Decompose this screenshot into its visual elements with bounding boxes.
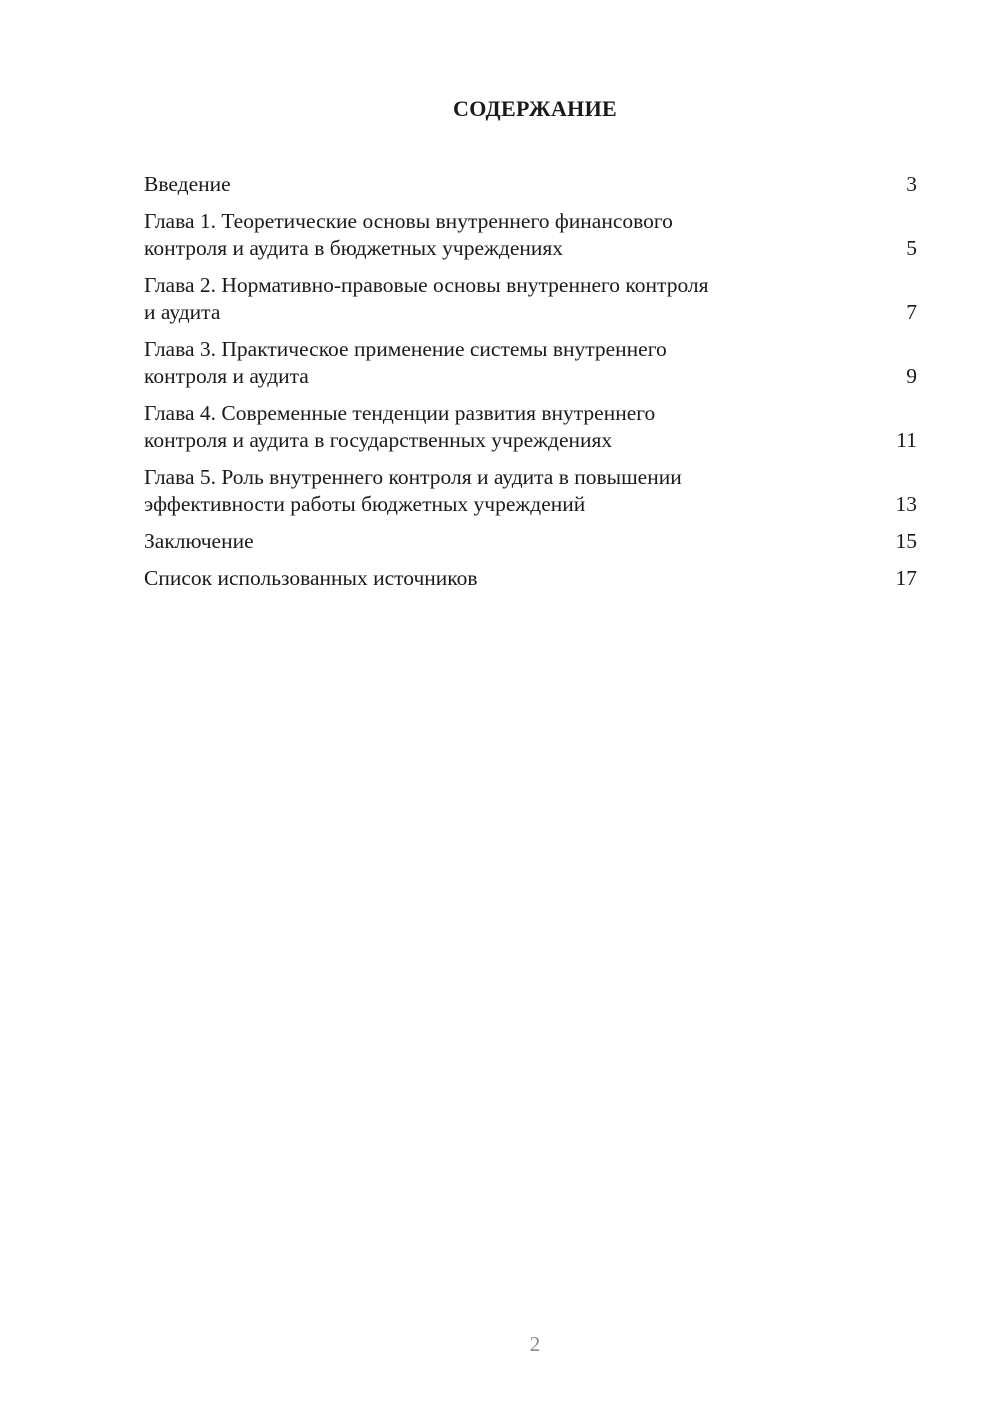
toc-entry-chapter-1	[144, 208, 920, 262]
toc-entry-page: 5	[906, 236, 917, 260]
toc-entry-introduction	[144, 171, 920, 198]
toc-entry-text: Заключение	[144, 529, 254, 553]
toc-entry-text: Введение	[144, 172, 231, 196]
toc-entry-chapter-2	[144, 272, 920, 326]
toc-entry-page: 17	[895, 566, 917, 590]
toc-entry-conclusion	[144, 528, 920, 555]
toc-entry-page: 15	[895, 529, 917, 553]
page-number: 2	[529, 1332, 541, 1356]
toc-entry-text: Глава 5. Роль внутреннего контроля и аудита в повышении эффективности работы бюджетных учреждений	[144, 465, 682, 516]
toc-entry-page: 13	[895, 492, 917, 516]
toc-entry-page: 3	[906, 172, 917, 196]
toc-entry-chapter-3	[144, 336, 920, 390]
toc-entry-page: 9	[906, 364, 917, 388]
toc-entry-chapter-5	[144, 464, 920, 518]
toc-entry-text: Список использованных источников	[144, 566, 478, 590]
toc-entry-text: Глава 3. Практическое применение системы внутреннего контроля и аудита	[144, 337, 667, 388]
toc-entry-chapter-4	[144, 400, 920, 454]
toc-entry-text: Глава 1. Теоретические основы внутреннего финансового контроля и аудита в бюджетных учреждениях	[144, 209, 673, 260]
toc-entry-page: 7	[906, 300, 917, 324]
toc-entry-text: Глава 2. Нормативно-правовые основы внутреннего контроля и аудита	[144, 273, 709, 324]
table-of-contents	[144, 171, 920, 602]
toc-entry-text: Глава 4. Современные тенденции развития внутреннего контроля и аудита в государственных учреждениях	[144, 401, 656, 452]
toc-entry-references	[144, 565, 920, 592]
toc-title: СОДЕРЖАНИЕ	[453, 96, 617, 121]
toc-entry-page: 11	[896, 428, 917, 452]
